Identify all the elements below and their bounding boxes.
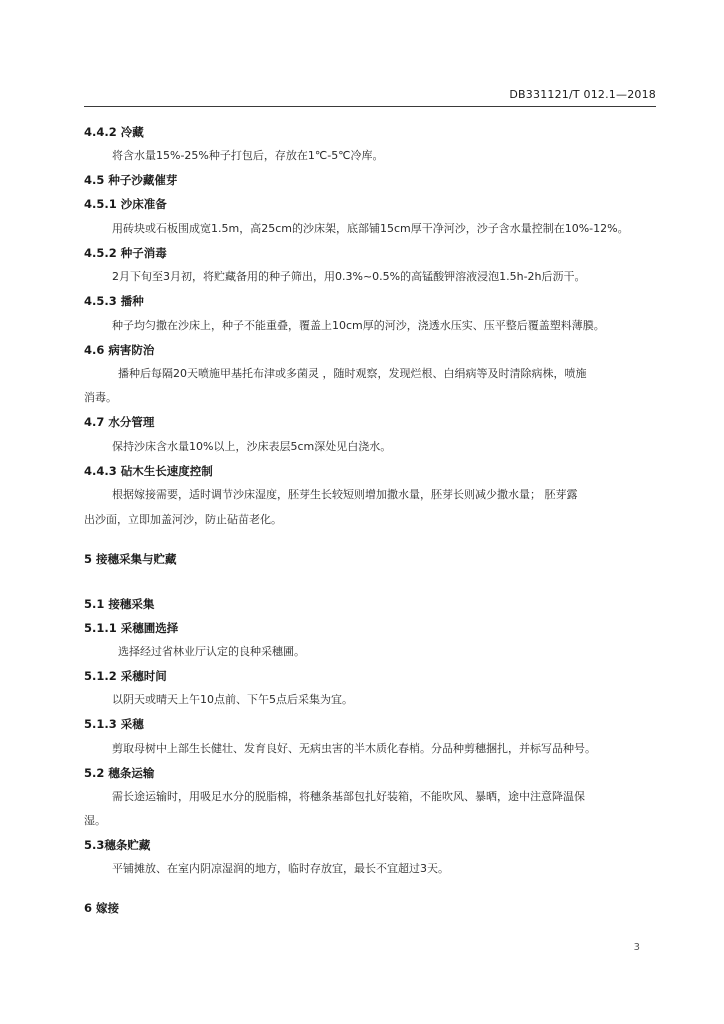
heading-5: 5 接穗采集与贮藏 bbox=[84, 552, 177, 566]
paragraph: 播种后每隔20天喷施甲基托布津或多菌灵 ，随时观察，发现烂根、白绢病等及时清除病株，喷施 bbox=[118, 367, 587, 380]
paragraph: 平铺摊放、在室内阴凉湿润的地方，临时存放宜，最长不宜超过3天。 bbox=[112, 862, 449, 875]
paragraph: 用砖块或石板围成宽1.5m，高25cm的沙床架，底部铺15cm厚干净河沙，沙子含水量控制在10%-12%。 bbox=[112, 222, 629, 235]
paragraph-continuation: 湿。 bbox=[84, 814, 106, 827]
heading-4-5-3: 4.5.3 播种 bbox=[84, 294, 144, 308]
paragraph: 保持沙床含水量10%以上，沙床表层5cm深处见白浇水。 bbox=[112, 440, 392, 453]
heading-4-6: 4.6 病害防治 bbox=[84, 343, 155, 357]
paragraph: 根据嫁接需要，适时调节沙床湿度，胚芽生长较短则增加撒水量，胚芽长则减少撒水量； 胚芽露 bbox=[112, 488, 578, 501]
paragraph: 需长途运输时，用吸足水分的脱脂棉，将穗条基部包扎好装箱，不能吹风、暴晒，途中注意降温保 bbox=[112, 790, 585, 803]
heading-5-1: 5.1 接穗采集 bbox=[84, 597, 155, 611]
heading-4-5-1: 4.5.1 沙床准备 bbox=[84, 197, 167, 211]
doc-code: DB331121/T 012.1—2018 bbox=[509, 88, 656, 101]
heading-4-7: 4.7 水分管理 bbox=[84, 415, 155, 429]
heading-4-4-2: 4.4.2 冷藏 bbox=[84, 125, 144, 139]
heading-4-5: 4.5 种子沙藏催芽 bbox=[84, 173, 178, 187]
heading-5-3: 5.3穗条贮藏 bbox=[84, 838, 151, 852]
paragraph: 剪取母树中上部生长健壮、发育良好、无病虫害的半木质化春梢。分品种剪穗捆扎，并标写品种号。 bbox=[112, 742, 596, 755]
heading-4-5-2: 4.5.2 种子消毒 bbox=[84, 246, 167, 260]
heading-5-1-3: 5.1.3 采穗 bbox=[84, 717, 144, 731]
paragraph: 将含水量15%-25%种子打包后，存放在1℃-5℃冷库。 bbox=[112, 149, 384, 162]
heading-5-1-2: 5.1.2 采穗时间 bbox=[84, 669, 167, 683]
heading-5-2: 5.2 穗条运输 bbox=[84, 766, 155, 780]
heading-4-4-3: 4.4.3 砧木生长速度控制 bbox=[84, 464, 213, 478]
paragraph-continuation: 消毒。 bbox=[84, 391, 117, 404]
paragraph: 2月下旬至3月初，将贮藏备用的种子筛出，用0.3%~0.5%的高锰酸钾溶液浸泡1.5h-2h后沥干。 bbox=[112, 270, 586, 283]
paragraph: 以阴天或晴天上午10点前、下午5点后采集为宜。 bbox=[112, 693, 353, 706]
paragraph: 选择经过省林业厅认定的良种采穗圃。 bbox=[118, 645, 305, 658]
heading-5-1-1: 5.1.1 采穗圃选择 bbox=[84, 621, 179, 635]
paragraph-continuation: 出沙面，立即加盖河沙，防止砧苗老化。 bbox=[84, 513, 282, 526]
page-number: 3 bbox=[633, 942, 640, 953]
paragraph: 种子均匀撒在沙床上，种子不能重叠，覆盖上10cm厚的河沙，浇透水压实、压平整后覆盖塑料薄膜。 bbox=[112, 319, 605, 332]
heading-6: 6 嫁接 bbox=[84, 901, 120, 915]
header-rule bbox=[84, 106, 656, 107]
